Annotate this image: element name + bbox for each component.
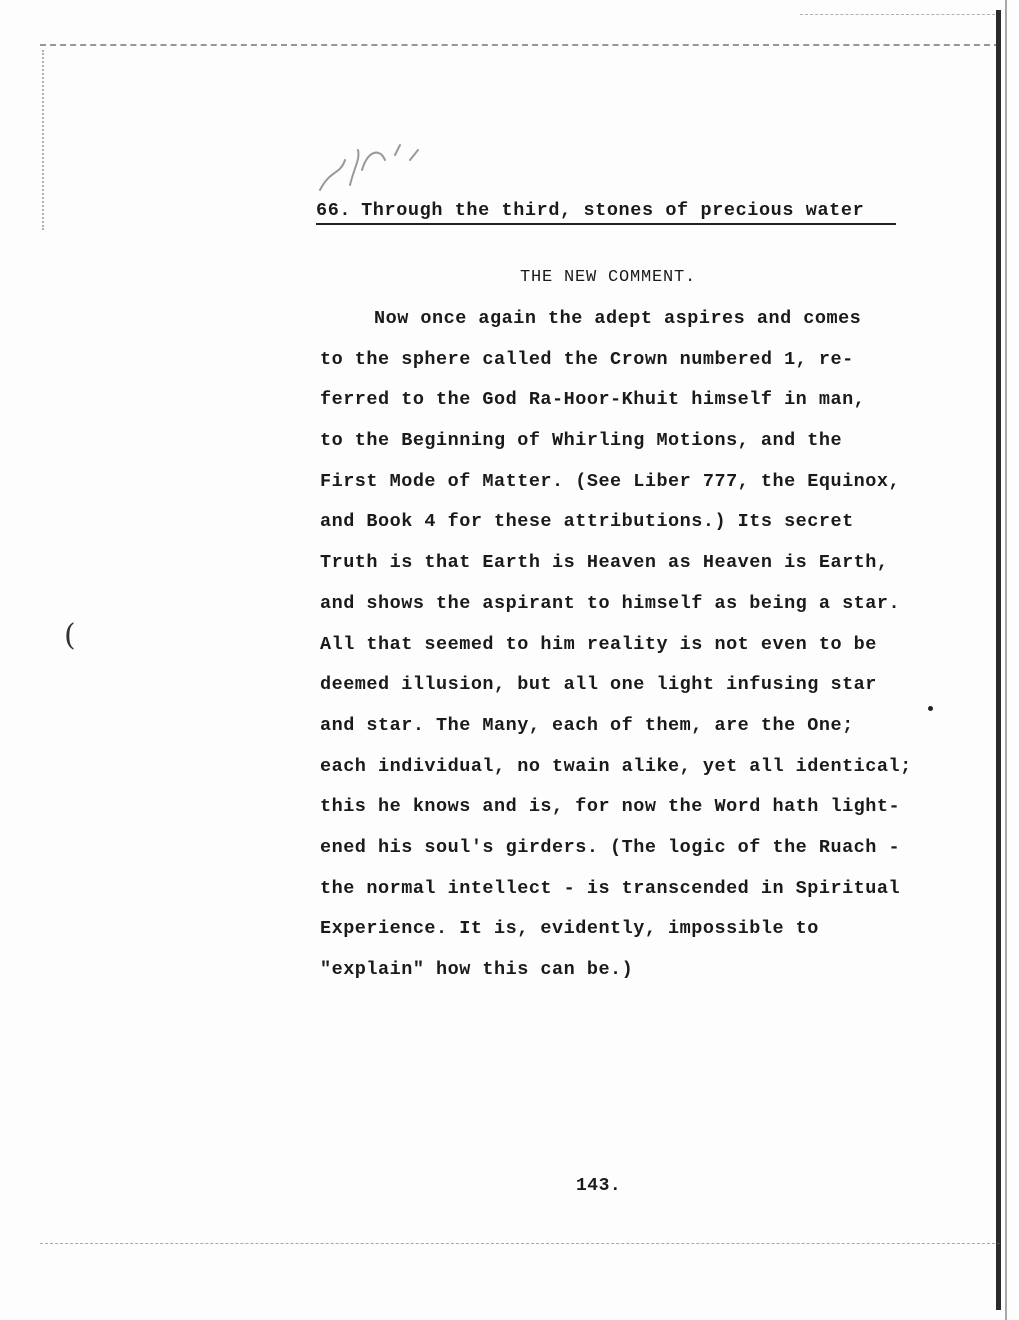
scan-artifact-top-line — [40, 44, 1000, 46]
paragraph-line: the normal intellect - is transcended in Spiritual — [320, 877, 901, 899]
paragraph-line: ferred to the God Ra-Hoor-Khuit himself in man, — [320, 389, 866, 411]
paragraph-line: and star. The Many, each of them, are the One; — [320, 714, 854, 736]
paragraph-line: Now once again the adept aspires and comes — [374, 308, 862, 329]
scan-artifact-bottom-line — [40, 1243, 1000, 1244]
page-number: 143. — [576, 1176, 622, 1196]
margin-mark-icon: ( — [64, 618, 76, 653]
paragraph-line: each individual, no twain alike, yet all identical; — [320, 755, 912, 777]
ink-dot-icon — [928, 706, 933, 711]
paragraph-line: "explain" how this can be.) — [320, 959, 634, 980]
paragraph-line: this he knows and is, for now the Word hath light- — [320, 796, 901, 818]
paragraph-line: to the Beginning of Whirling Motions, and the — [320, 430, 843, 452]
comment-paragraph — [320, 304, 960, 996]
paragraph-line: Truth is that Earth is Heaven as Heaven is Earth, — [320, 552, 889, 574]
pencil-scribble-icon — [300, 130, 440, 200]
verse-number: 66. — [316, 200, 352, 221]
verse-text: Through the third, stones of precious water — [361, 200, 865, 221]
paragraph-line: and shows the aspirant to himself as being a star. — [320, 592, 901, 614]
verse-heading — [316, 200, 896, 225]
scan-artifact-top-right — [800, 14, 1000, 15]
scan-artifact-left-line — [42, 50, 44, 230]
scan-artifact-right-edge-thin — [1005, 0, 1007, 1320]
scan-artifact-right-edge — [996, 10, 1001, 1310]
paragraph-line: All that seemed to him reality is not even to be — [320, 633, 877, 655]
paragraph-line: and Book 4 for these attributions.) Its secret — [320, 511, 854, 533]
comment-title: THE NEW COMMENT. — [520, 268, 697, 287]
paragraph-line: Experience. It is, evidently, impossible to — [320, 918, 819, 940]
paragraph-line: ened his soul's girders. (The logic of the Ruach - — [320, 836, 901, 858]
paragraph-line: to the sphere called the Crown numbered 1, re- — [320, 348, 854, 370]
paragraph-line: deemed illusion, but all one light infusing star — [320, 674, 877, 696]
paragraph-line: First Mode of Matter. (See Liber 777, the Equinox, — [320, 470, 901, 492]
